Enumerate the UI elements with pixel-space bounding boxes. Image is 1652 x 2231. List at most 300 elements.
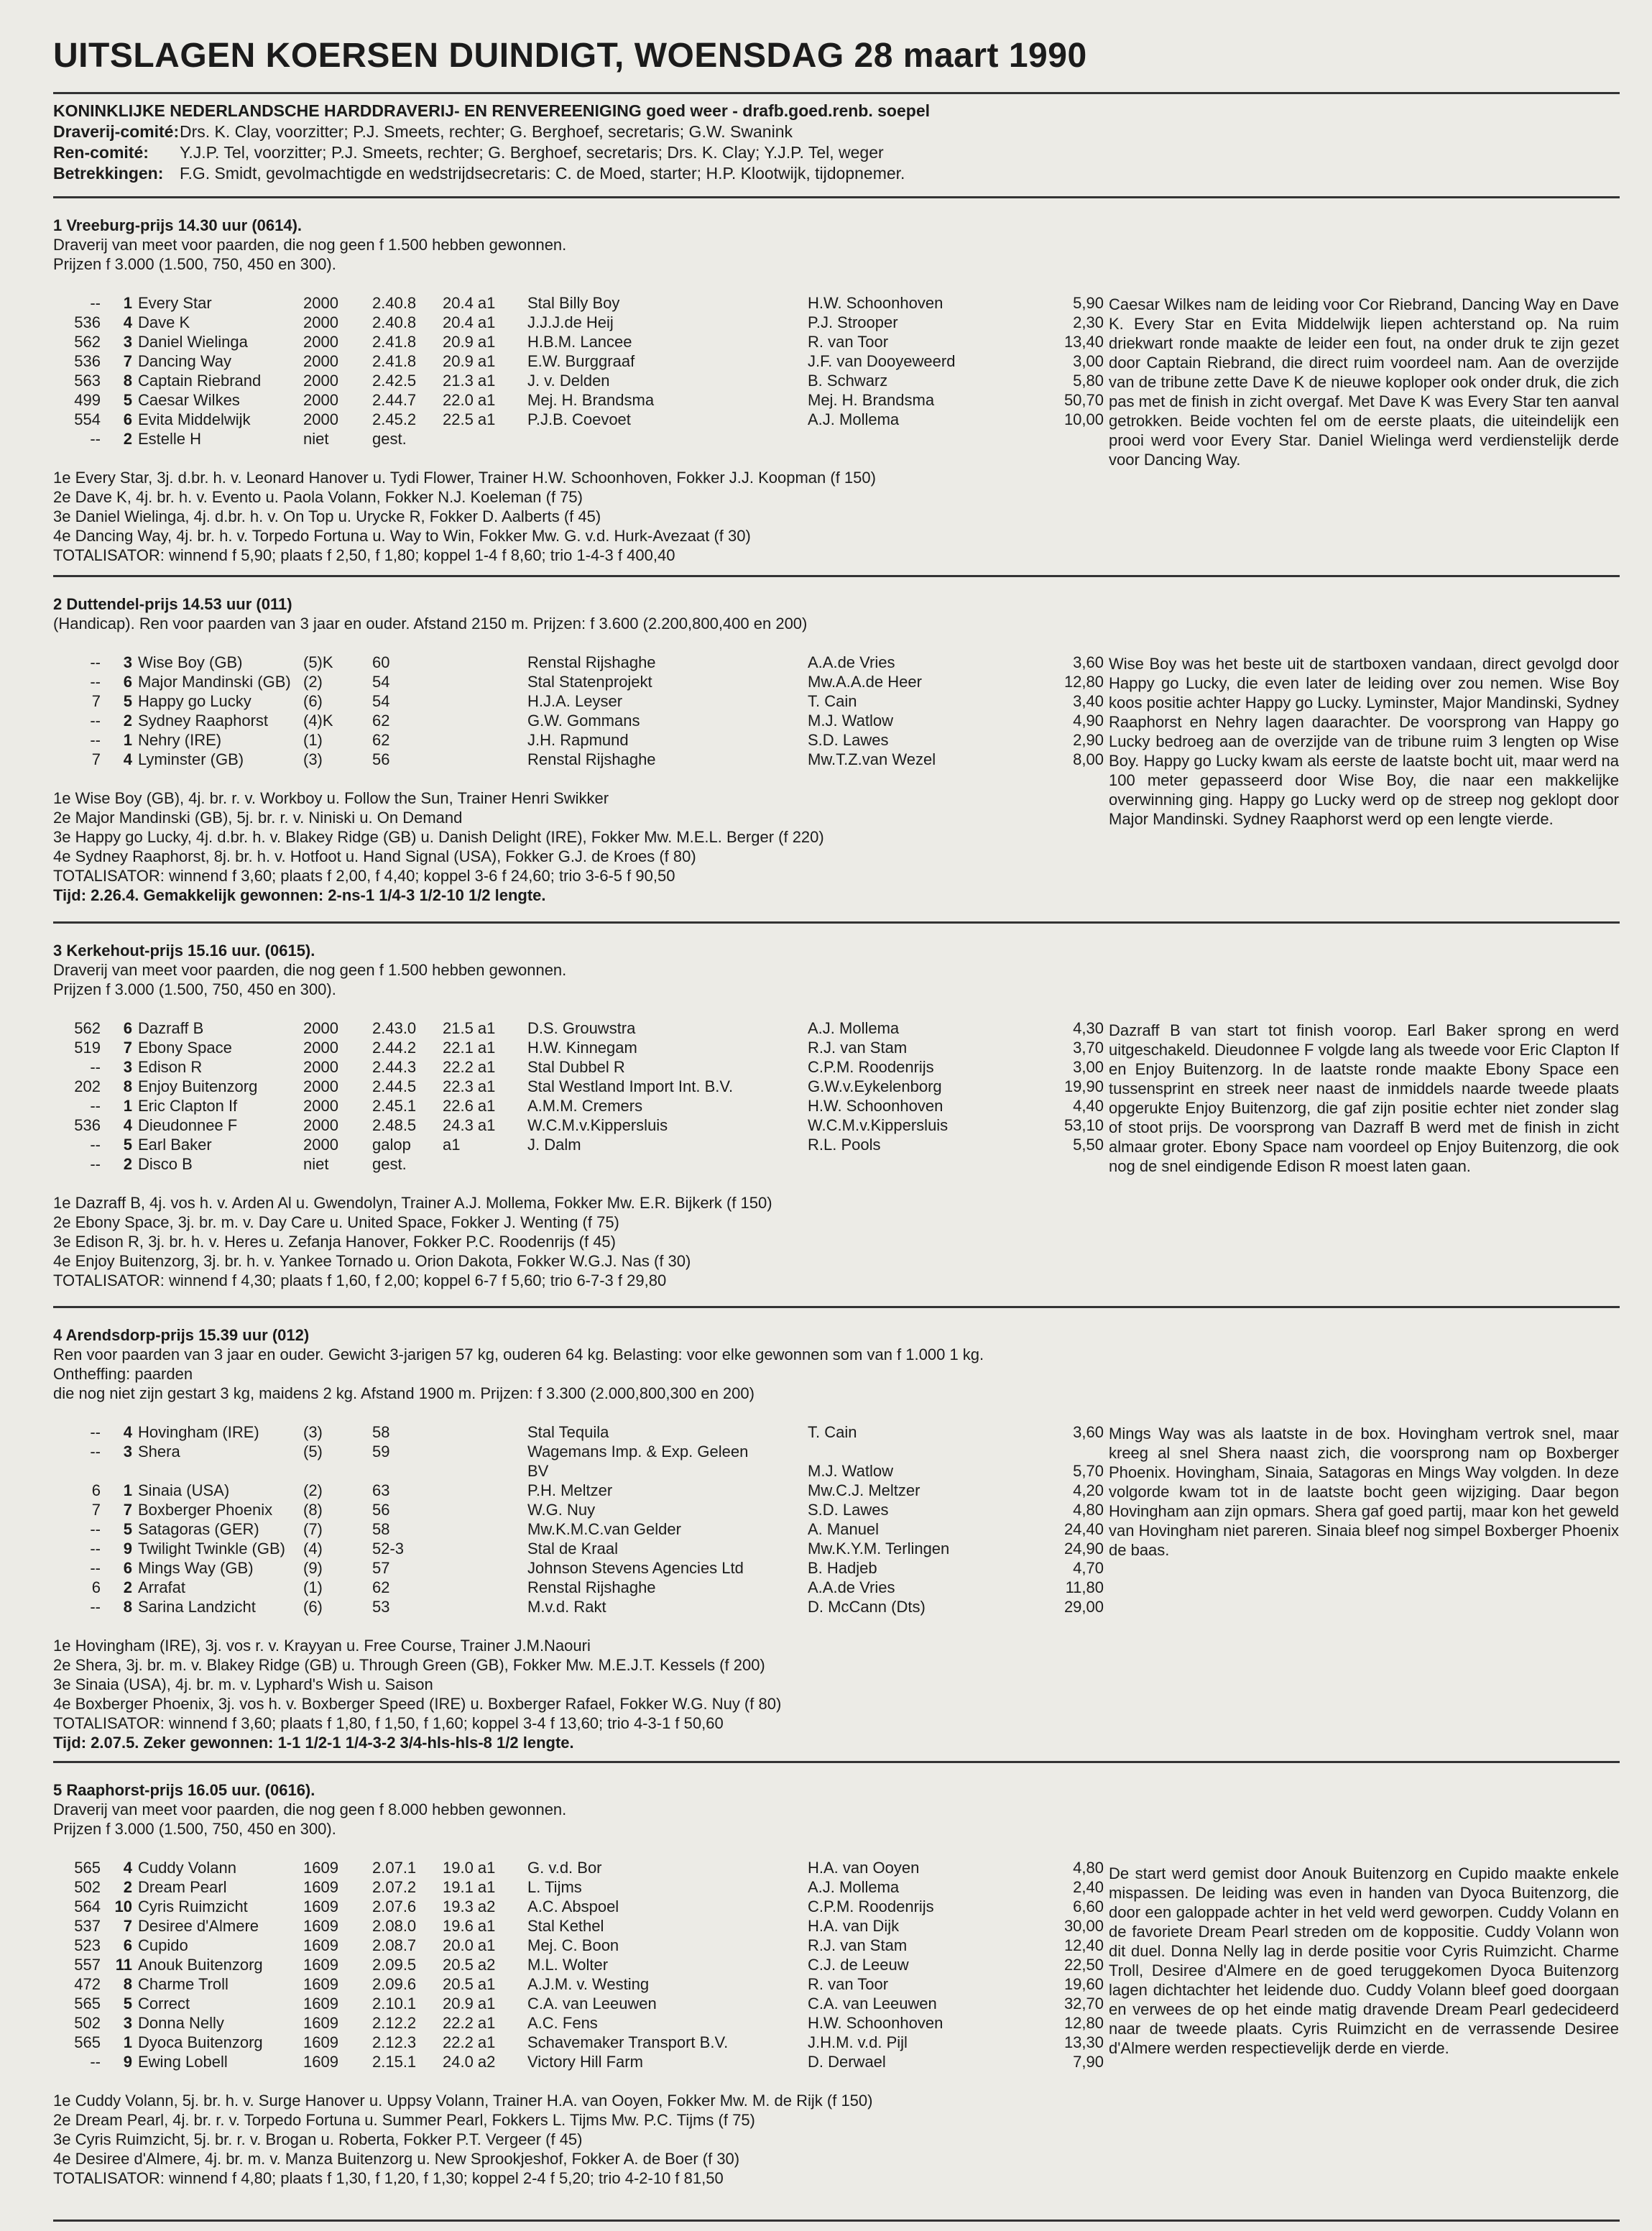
cell-km: 21.3 a1 <box>443 372 496 390</box>
cell-odds <box>1013 1154 1104 1174</box>
cell-prev: -- <box>90 712 101 730</box>
cell-driver: T. Cain <box>808 692 857 710</box>
cell-odds: 4,90 <box>1073 712 1104 730</box>
cell-odds: 7,90 <box>1073 2053 1104 2071</box>
cell-km <box>443 1461 527 1481</box>
cell-driver: H.W. Schoonhoven <box>808 2014 943 2032</box>
cell-prev: -- <box>90 1540 101 1558</box>
cell-odds: 19,60 <box>1063 1975 1104 1993</box>
race-commentary: Wise Boy was het beste uit de startboxen vandaan, direct gevolgd door Happy go Lucky, die even later de leiding over zou nemen. Wise Boy koos positie achter Happy go Lucky. Lyminster, Major Mandinski, Sydney Raaphorst en Nehry lagen daarachter. De voorsprong van Happy go Lucky bedroeg aan de overzijde van de tribune ruim 3 lengten op Wise Boy. Happy go Lucky kwam als eerste de laatste bocht uit, maar werd na 100 meter gepasseerd door Wise Boy, die naar een makkelijke overwinning ging. Happy go Lucky werd op de streep nog geklopt door Major Mandinski. Sydney Raaphorst werd op een lengte vierde. <box>1109 655 1619 828</box>
cell-dist: 1609 <box>303 1878 338 1896</box>
cell-prev: -- <box>90 653 101 671</box>
cell-owner: W.C.M.v.Kippersluis <box>527 1116 668 1134</box>
cell-owner: A.M.M. Cremers <box>527 1097 643 1115</box>
cell-nr: 6 <box>123 1019 132 1037</box>
cell-owner: Mej. C. Boon <box>527 1936 619 1954</box>
placing-line: 3e Sinaia (USA), 4j. br. m. v. Lyphard's Wish u. Saison <box>53 1675 433 1693</box>
table-row <box>53 1578 1104 1597</box>
cell-time: 2.45.2 <box>372 410 417 428</box>
cell-owner: M.v.d. Rakt <box>527 1598 606 1616</box>
cell-nr: 5 <box>123 1520 132 1538</box>
divider <box>53 1306 1620 1308</box>
placing-line: 3e Daniel Wielinga, 4j. d.br. h. v. On Top u. Urycke R, Fokker D. Aalberts (f 45) <box>53 507 601 525</box>
cell-prev: 537 <box>74 1917 101 1935</box>
cell-prev: 554 <box>74 410 101 428</box>
cell-prev: 202 <box>74 1077 101 1095</box>
cell-dist: (6) <box>303 692 323 710</box>
table-row <box>53 1018 1104 1038</box>
cell-horse: Edison R <box>138 1058 203 1076</box>
cell-driver: C.P.M. Roodenrijs <box>808 1058 934 1076</box>
cell-horse: Happy go Lucky <box>138 692 252 710</box>
cell-horse: Captain Riebrand <box>138 372 262 390</box>
cell-nr: 4 <box>123 750 132 768</box>
table-row <box>53 1519 1104 1539</box>
cell-driver: R.L. Pools <box>808 1136 881 1154</box>
cell-prev <box>53 1461 101 1481</box>
cell-owner: Schavemaker Transport B.V. <box>527 2033 729 2051</box>
cell-driver: Mw.C.J. Meltzer <box>808 1481 920 1499</box>
race-commentary: De start werd gemist door Anouk Buitenzorg en Cupido maakte enkele mispassen. De leiding was even in handen van Dyoca Buitenzorg, die door een galoppade achter in het veld werd geworpen. Cuddy Volann en de favoriete Dream Pearl streden om de koppositie. Cuddy Volann won dit duel. Donna Nelly lag in derde positie voor Cyris Ruimzicht. Charme Troll, Desiree d'Almere en de goed teruggekomen Dyoca Buitenzorg lagen dichtachter het leidende duo. Cuddy Volann bleef goed doorgaan en verwees de op het einde matig dravende Dream Pearl gedecideerd naar de tweede plaats. Cyris Ruimzicht en de verrassende Desiree d'Almere werden respectievelijk derde en vierde. <box>1109 1864 1619 2057</box>
cell-driver <box>808 429 1013 448</box>
cell-time: 2.41.8 <box>372 352 417 370</box>
cell-prev: -- <box>90 1136 101 1154</box>
cell-nr: 1 <box>123 1481 132 1499</box>
cell-horse: Evita Middelwijk <box>138 410 251 428</box>
cell-driver: R.J. van Stam <box>808 1936 908 1954</box>
cell-km <box>443 1519 527 1539</box>
cell-dist: (6) <box>303 1598 323 1616</box>
cell-km <box>443 429 527 448</box>
race-conditions: (Handicap). Ren voor paarden van 3 jaar en ouder. Afstand 2150 m. Prijzen: f 3.600 (2.200,800,400 en 200) <box>53 615 808 632</box>
table-row <box>53 1858 1104 1877</box>
cell-odds: 2,40 <box>1073 1878 1104 1896</box>
table-row <box>53 1038 1104 1057</box>
cell-time: 2.15.1 <box>372 2053 417 2071</box>
placing-line: 1e Hovingham (IRE), 3j. vos r. v. Krayyan u. Free Course, Trainer J.M.Naouri <box>53 1637 591 1655</box>
cell-odds: 6,60 <box>1073 1898 1104 1915</box>
cell-prev: 502 <box>74 2014 101 2032</box>
race-placings <box>53 2091 1620 2188</box>
cell-time: 58 <box>372 1423 390 1441</box>
cell-time: 56 <box>372 1501 390 1519</box>
divider <box>53 196 1620 198</box>
committee-label: Betrekkingen: <box>53 164 164 183</box>
cell-odds: 5,90 <box>1073 294 1104 312</box>
committee-text: F.G. Smidt, gevolmachtigde en wedstrijdsecretaris: C. de Moed, starter; H.P. Klootwijk, tijdopnemer. <box>180 164 905 183</box>
placing-line: 1e Dazraff B, 4j. vos h. v. Arden Al u. Gwendolyn, Trainer A.J. Mollema, Fokker Mw. E.R. Bijkerk (f 150) <box>53 1194 772 1212</box>
cell-prev: 565 <box>74 1995 101 2012</box>
cell-nr: 1 <box>123 2033 132 2051</box>
cell-km <box>443 1558 527 1578</box>
cell-prev: 519 <box>74 1039 101 1057</box>
cell-km: 24.0 a2 <box>443 2053 496 2071</box>
cell-dist: 1609 <box>303 1956 338 1974</box>
cell-driver: B. Hadjeb <box>808 1559 877 1577</box>
cell-km: 20.5 a2 <box>443 1956 496 1974</box>
cell-driver <box>808 1154 1013 1174</box>
race-title: 1 Vreeburg-prijs 14.30 uur (0614). <box>53 216 303 234</box>
cell-time: 2.12.3 <box>372 2033 417 2051</box>
cell-dist: 2000 <box>303 1097 338 1115</box>
cell-prev: 7 <box>91 692 101 710</box>
cell-time: 2.43.0 <box>372 1019 417 1037</box>
cell-nr: 11 <box>115 1956 132 1974</box>
cell-odds: 4,30 <box>1073 1019 1104 1037</box>
cell-prev: 563 <box>74 372 101 390</box>
cell-prev: 6 <box>91 1578 101 1596</box>
cell-prev: -- <box>90 1097 101 1115</box>
cell-odds: 4,80 <box>1073 1501 1104 1519</box>
cell-km: 19.3 a2 <box>443 1898 496 1915</box>
cell-owner: Stal Statenprojekt <box>527 673 652 691</box>
divider <box>53 1761 1620 1763</box>
cell-nr: 4 <box>123 1116 132 1134</box>
cell-prev: 562 <box>74 333 101 351</box>
race-conditions: die nog niet zijn gestart 3 kg, maidens 2 kg. Afstand 1900 m. Prijzen: f 3.300 (2.000,800,300 en 200) <box>53 1384 755 1402</box>
cell-odds: 3,60 <box>1073 653 1104 671</box>
cell-prev: 472 <box>74 1975 101 1993</box>
page-title: UITSLAGEN KOERSEN DUINDIGT, WOENSDAG 28 maart 1990 <box>53 37 1087 75</box>
cell-nr: 5 <box>123 1995 132 2012</box>
cell-horse: Shera <box>138 1443 180 1460</box>
cell-time: 2.42.5 <box>372 372 417 390</box>
cell-time: 2.07.6 <box>372 1898 417 1915</box>
placing-line: 4e Boxberger Phoenix, 3j. vos h. v. Boxberger Speed (IRE) u. Boxberger Rafael, Fokker W.G. Nuy (f 80) <box>53 1695 782 1713</box>
spacer <box>53 999 1620 1018</box>
cell-dist: 1609 <box>303 1936 338 1954</box>
cell-odds: 19,90 <box>1063 1077 1104 1095</box>
committee-text: Y.J.P. Tel, voorzitter; P.J. Smeets, rechter; G. Berghoef, secretaris; Drs. K. Clay; Y.J.P. Tel, weger <box>180 143 884 162</box>
cell-odds: 3,60 <box>1073 1423 1104 1441</box>
placing-line: TOTALISATOR: winnend f 4,80; plaats f 1,30, f 1,20, f 1,30; koppel 2-4 f 5,20; trio 4-2-10 f 81,50 <box>53 2169 724 2187</box>
spacer <box>53 274 1620 293</box>
cell-prev: -- <box>90 1423 101 1441</box>
cell-km <box>443 1539 527 1558</box>
cell-odds: 24,40 <box>1063 1520 1104 1538</box>
table-row <box>53 313 1104 332</box>
cell-nr: 8 <box>123 1975 132 1993</box>
cell-odds <box>1013 429 1104 448</box>
cell-prev: -- <box>90 294 101 312</box>
cell-nr: 9 <box>123 2053 132 2071</box>
cell-prev: -- <box>90 1598 101 1616</box>
cell-dist: (2) <box>303 673 323 691</box>
table-row <box>53 293 1104 313</box>
cell-driver: C.A. van Leeuwen <box>808 1995 937 2012</box>
cell-horse: Sydney Raaphorst <box>138 712 268 730</box>
race-conditions: Draverij van meet voor paarden, die nog geen f 1.500 hebben gewonnen. <box>53 236 567 254</box>
cell-prev: -- <box>90 430 101 448</box>
cell-prev: -- <box>90 673 101 691</box>
cell-nr: 4 <box>123 313 132 331</box>
cell-owner: J. Dalm <box>527 1136 581 1154</box>
cell-km: 21.5 a1 <box>443 1019 496 1037</box>
cell-driver: B. Schwarz <box>808 372 888 390</box>
cell-prev: 565 <box>74 1859 101 1877</box>
results-table <box>53 1858 1104 2071</box>
committee-text: Drs. K. Clay, voorzitter; P.J. Smeets, rechter; G. Berghoef, secretaris; G.W. Swanink <box>180 122 793 141</box>
cell-owner: Wagemans Imp. & Exp. Geleen <box>527 1443 749 1460</box>
cell-owner: Stal Westland Import Int. B.V. <box>527 1077 734 1095</box>
cell-dist: 1609 <box>303 1995 338 2012</box>
table-row <box>53 1994 1104 2013</box>
cell-owner: Mej. H. Brandsma <box>527 391 655 409</box>
cell-horse: Arrafat <box>138 1578 186 1596</box>
cell-horse: Boxberger Phoenix <box>138 1501 273 1519</box>
cell-owner: Stal Kethel <box>527 1917 604 1935</box>
cell-odds: 12,40 <box>1063 1936 1104 1954</box>
cell-driver: W.C.M.v.Kippersluis <box>808 1116 949 1134</box>
spacer <box>53 1174 1620 1193</box>
cell-prev: -- <box>90 2053 101 2071</box>
table-row <box>53 1539 1104 1558</box>
cell-km <box>443 711 527 730</box>
cell-prev: 536 <box>74 1116 101 1134</box>
table-row <box>53 351 1104 371</box>
cell-horse: Lyminster (GB) <box>138 750 244 768</box>
table-row <box>53 1897 1104 1916</box>
cell-km <box>443 1597 527 1616</box>
cell-nr: 1 <box>123 731 132 749</box>
cell-dist: 1609 <box>303 1917 338 1935</box>
cell-nr: 3 <box>123 653 132 671</box>
cell-time: 2.10.1 <box>372 1995 417 2012</box>
cell-horse: Donna Nelly <box>138 2014 224 2032</box>
cell-km <box>443 1578 527 1597</box>
cell-owner: A.J.M. v. Westing <box>527 1975 650 1993</box>
cell-horse: Disco B <box>138 1155 193 1173</box>
cell-prev: 523 <box>74 1936 101 1954</box>
table-row <box>53 332 1104 351</box>
cell-owner: BV <box>527 1462 549 1480</box>
cell-km: 20.4 a1 <box>443 313 496 331</box>
cell-owner: Stal Dubbel R <box>527 1058 625 1076</box>
cell-owner: W.G. Nuy <box>527 1501 596 1519</box>
cell-driver: A.A.de Vries <box>808 1578 895 1596</box>
cell-km: 24.3 a1 <box>443 1116 496 1134</box>
cell-time: 2.09.6 <box>372 1975 417 1993</box>
cell-driver: D. Derwael <box>808 2053 886 2071</box>
cell-prev: 565 <box>74 2033 101 2051</box>
cell-prev: -- <box>90 1520 101 1538</box>
cell-km <box>443 1154 527 1174</box>
table-row <box>53 1077 1104 1096</box>
cell-horse: Eric Clapton If <box>138 1097 238 1115</box>
cell-odds: 29,00 <box>1063 1598 1104 1616</box>
race-conditions: Ren voor paarden van 3 jaar en ouder. Gewicht 3-jarigen 57 kg, ouderen 64 kg. Belasting: voor elke gewonnen som van f 1.000 1 kg. <box>53 1346 984 1363</box>
committee-row <box>53 163 1620 184</box>
cell-dist: (7) <box>303 1520 323 1538</box>
cell-odds: 4,20 <box>1073 1481 1104 1499</box>
cell-nr: 5 <box>123 692 132 710</box>
cell-km <box>443 1422 527 1442</box>
cell-time: 2.44.2 <box>372 1039 417 1057</box>
table-row <box>53 1597 1104 1616</box>
cell-dist: 2000 <box>303 294 338 312</box>
placing-line: 4e Desiree d'Almere, 4j. br. m. v. Manza Buitenzorg u. New Sprookjeshof, Fokker A. de Boer (f 30) <box>53 2150 740 2168</box>
cell-nr: 4 <box>123 1859 132 1877</box>
cell-dist: niet <box>303 430 329 448</box>
cell-horse: Mings Way (GB) <box>138 1559 254 1577</box>
cell-nr: 8 <box>123 1077 132 1095</box>
cell-time: 62 <box>372 1578 390 1596</box>
cell-nr: 10 <box>114 1898 132 1915</box>
cell-horse: Daniel Wielinga <box>138 333 248 351</box>
race-conditions: Draverij van meet voor paarden, die nog geen f 1.500 hebben gewonnen. <box>53 961 567 979</box>
cell-dist: 2000 <box>303 372 338 390</box>
cell-km: a1 <box>443 1136 461 1154</box>
cell-nr: 3 <box>123 1058 132 1076</box>
cell-nr: 8 <box>123 1598 132 1616</box>
cell-nr: 5 <box>123 1136 132 1154</box>
cell-km: 20.4 a1 <box>443 294 496 312</box>
placing-line: 2e Ebony Space, 3j. br. m. v. Day Care u. United Space, Fokker J. Wenting (f 75) <box>53 1213 619 1231</box>
cell-odds: 10,00 <box>1063 410 1104 428</box>
cell-horse: Hovingham (IRE) <box>138 1423 259 1441</box>
spacer <box>53 1839 1620 1858</box>
cell-prev: -- <box>90 1058 101 1076</box>
cell-nr: 9 <box>123 1540 132 1558</box>
cell-km <box>443 672 527 691</box>
cell-time: 2.44.5 <box>372 1077 417 1095</box>
cell-dist: 2000 <box>303 410 338 428</box>
cell-horse: Desiree d'Almere <box>138 1917 259 1935</box>
cell-dist: 1609 <box>303 2053 338 2071</box>
cell-odds: 13,30 <box>1063 2033 1104 2051</box>
race-title: 2 Duttendel-prijs 14.53 uur (011) <box>53 595 292 613</box>
placing-line: 1e Cuddy Volann, 5j. br. h. v. Surge Hanover u. Uppsy Volann, Trainer H.A. van Ooyen, Fokker Mw. M. de Rijk (f 150) <box>53 2092 873 2110</box>
cell-odds: 4,40 <box>1073 1097 1104 1115</box>
cell-horse: Dave K <box>138 313 190 331</box>
cell-horse: Sinaia (USA) <box>138 1481 230 1499</box>
race-conditions: Prijzen f 3.000 (1.500, 750, 450 en 300). <box>53 980 336 998</box>
cell-time: 2.41.8 <box>372 333 417 351</box>
placing-line: 3e Cyris Ruimzicht, 5j. br. r. v. Brogan u. Roberta, Fokker P.T. Vergeer (f 45) <box>53 2130 583 2148</box>
cell-nr: 4 <box>123 1423 132 1441</box>
cell-driver: A.J. Mollema <box>808 1019 900 1037</box>
cell-odds: 3,70 <box>1073 1039 1104 1057</box>
cell-odds: 4,80 <box>1073 1859 1104 1877</box>
results-table <box>53 1018 1104 1174</box>
race-title: 4 Arendsdorp-prijs 15.39 uur (012) <box>53 1326 310 1344</box>
cell-driver: H.A. van Dijk <box>808 1917 900 1935</box>
cell-odds: 5,80 <box>1073 372 1104 390</box>
cell-nr: 3 <box>123 333 132 351</box>
table-row <box>53 711 1104 730</box>
cell-km <box>443 1500 527 1519</box>
cell-driver: T. Cain <box>808 1423 857 1441</box>
cell-driver: A.J. Mollema <box>808 410 900 428</box>
cell-nr: 3 <box>123 1443 132 1460</box>
cell-prev: 564 <box>74 1898 101 1915</box>
cell-km <box>443 691 527 711</box>
cell-driver: Mw.T.Z.van Wezel <box>808 750 936 768</box>
cell-time: 2.44.7 <box>372 391 417 409</box>
cell-dist: 1609 <box>303 2014 338 2032</box>
placing-line: TOTALISATOR: winnend f 5,90; plaats f 2,50, f 1,80; koppel 1-4 f 8,60; trio 1-4-3 f 400,40 <box>53 546 675 564</box>
results-table <box>53 293 1104 448</box>
placing-line: 3e Happy go Lucky, 4j. d.br. h. v. Blakey Ridge (GB) u. Danish Delight (IRE), Fokker Mw. M.E.L. Berger (f 220) <box>53 828 824 846</box>
cell-nr: 6 <box>123 410 132 428</box>
cell-km: 19.6 a1 <box>443 1917 496 1935</box>
cell-dist: 1609 <box>303 2033 338 2051</box>
table-row <box>53 1461 1104 1481</box>
cell-km: 20.9 a1 <box>443 352 496 370</box>
cell-driver: D. McCann (Dts) <box>808 1598 926 1616</box>
cell-owner: C.A. van Leeuwen <box>527 1995 657 2012</box>
cell-prev: -- <box>90 731 101 749</box>
cell-dist: 2000 <box>303 333 338 351</box>
cell-dist: 1609 <box>303 1975 338 1993</box>
cell-time: gest. <box>372 1155 407 1173</box>
cell-owner <box>527 1154 808 1174</box>
table-row <box>53 750 1104 769</box>
cell-prev: 7 <box>91 1501 101 1519</box>
cell-time: 2.40.8 <box>372 294 417 312</box>
spacer <box>53 633 1620 653</box>
cell-owner: Stal Tequila <box>527 1423 609 1441</box>
cell-time: 60 <box>372 653 390 671</box>
cell-odds: 4,70 <box>1073 1559 1104 1577</box>
cell-dist: 2000 <box>303 1077 338 1095</box>
cell-driver: J.F. van Dooyeweerd <box>808 352 956 370</box>
cell-odds: 3,00 <box>1073 1058 1104 1076</box>
cell-km <box>443 730 527 750</box>
cell-owner: A.C. Fens <box>527 2014 598 2032</box>
cell-horse: Enjoy Buitenzorg <box>138 1077 258 1095</box>
cell-prev: 536 <box>74 313 101 331</box>
race-commentary: Dazraff B van start tot finish voorop. Earl Baker sprong en werd uitgeschakeld. Dieudonnee F volgde lang als tweede voor Eric Clapton If en Enjoy Buitenzorg. In de laatste ronde maakte Ebony Space een tussensprint en streek neer naast de inmiddels naarde tweede plaats opgerukte Enjoy Buitenzorg, die gaf zijn positie echter niet zonder slag of stoot prijs. De voorsprong van Dazraff B werd met de finish in zicht almaar groter. Ebony Space nam voordeel op Enjoy Buitenzorg, die ook nog de snel eindigende Edison R moest laten gaan. <box>1109 1021 1619 1175</box>
spacer <box>53 2071 1620 2091</box>
cell-horse: Dazraff B <box>138 1019 204 1037</box>
cell-nr: 1 <box>123 294 132 312</box>
race-placings <box>53 1636 1620 1752</box>
divider <box>53 2220 1620 2222</box>
cell-time: 2.07.1 <box>372 1859 417 1877</box>
cell-time: 62 <box>372 712 390 730</box>
cell-horse: Sarina Landzicht <box>138 1598 256 1616</box>
placing-line: TOTALISATOR: winnend f 4,30; plaats f 1,60, f 2,00; koppel 6-7 f 5,60; trio 6-7-3 f 29,80 <box>53 1271 667 1289</box>
cell-nr: 7 <box>123 1039 132 1057</box>
cell-dist: (4) <box>303 1540 323 1558</box>
table-row <box>53 1916 1104 1936</box>
cell-time: 54 <box>372 692 390 710</box>
cell-km: 22.6 a1 <box>443 1097 496 1115</box>
placing-line: 1e Wise Boy (GB), 4j. br. r. v. Workboy u. Follow the Sun, Trainer Henri Swikker <box>53 789 609 807</box>
cell-time: gest. <box>372 430 407 448</box>
cell-dist: 2000 <box>303 1019 338 1037</box>
cell-horse: Dyoca Buitenzorg <box>138 2033 263 2051</box>
cell-km: 19.1 a1 <box>443 1878 496 1896</box>
cell-time: 2.44.3 <box>372 1058 417 1076</box>
placing-line: 2e Dream Pearl, 4j. br. r. v. Torpedo Fortuna u. Summer Pearl, Fokkers L. Tijms Mw. P.C. Tijms (f 75) <box>53 2111 755 2129</box>
table-row <box>53 1974 1104 1994</box>
race-conditions: Draverij van meet voor paarden, die nog geen f 8.000 hebben gewonnen. <box>53 1800 567 1818</box>
cell-prev: 7 <box>91 750 101 768</box>
cell-owner: J.J.J.de Heij <box>527 313 614 331</box>
cell-km: 22.2 a1 <box>443 2014 496 2032</box>
cell-odds: 3,40 <box>1073 692 1104 710</box>
cell-odds: 13,40 <box>1063 333 1104 351</box>
table-row <box>53 2013 1104 2033</box>
table-row <box>53 1877 1104 1897</box>
race-time-summary: Tijd: 2.07.5. Zeker gewonnen: 1-1 1/2-1 1/4-3-2 3/4-hls-hls-8 1/2 lengte. <box>53 1734 574 1752</box>
race-conditions: Ontheffing: paarden <box>53 1365 193 1383</box>
cell-km: 19.0 a1 <box>443 1859 496 1877</box>
placing-line: 2e Dave K, 4j. br. h. v. Evento u. Paola Volann, Fokker N.J. Koeleman (f 75) <box>53 488 583 506</box>
cell-time: 53 <box>372 1598 390 1616</box>
